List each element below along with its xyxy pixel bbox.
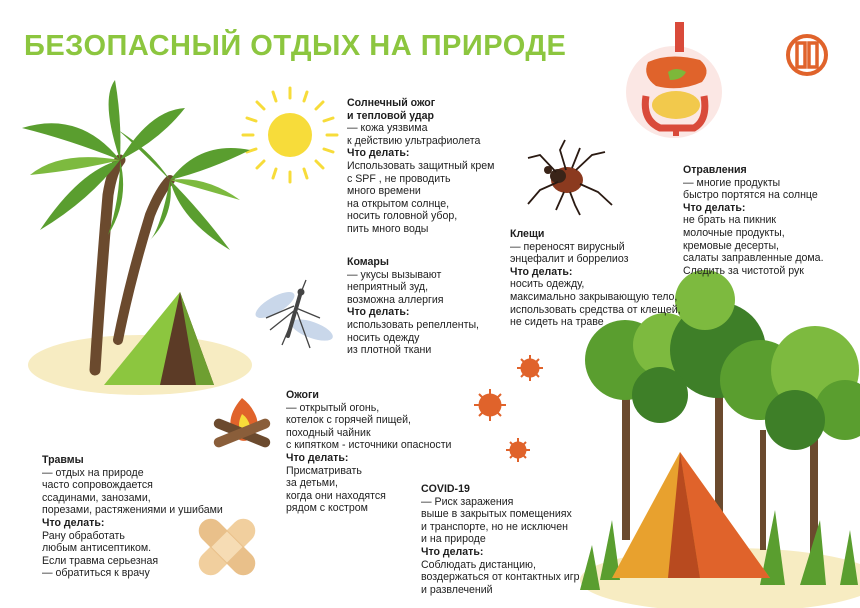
section-heading: Солнечный ожог <box>347 97 436 109</box>
section-mosquitoes <box>347 256 479 357</box>
sun-icon <box>243 88 337 182</box>
section-text: — многие продукты <box>683 176 781 189</box>
action-heading: Что делать: <box>286 451 349 464</box>
virus-icon <box>474 355 543 462</box>
section-text: с кипятком - источники опасности <box>286 439 452 452</box>
section-sunburn <box>347 97 494 236</box>
action-text: с SPF , не проводить <box>347 172 451 185</box>
action-heading: Что делать: <box>421 545 484 558</box>
section-text: порезами, растяжениями и ушибами <box>42 504 223 517</box>
section-heading: COVID-19 <box>421 483 470 495</box>
action-text: салаты заправленные дома. <box>683 252 824 265</box>
action-text: кремовые десерты, <box>683 239 780 252</box>
section-text: и на природе <box>421 533 486 546</box>
action-text: Рану обработать <box>42 529 125 542</box>
action-heading: Что делать: <box>347 147 410 160</box>
section-text: — укусы вызывают <box>347 268 442 281</box>
action-text: пить много воды <box>347 222 429 235</box>
action-text: Если травма серьезная <box>42 554 159 567</box>
logo-icon <box>788 36 826 74</box>
section-heading: Ожоги <box>286 389 319 401</box>
action-text: воздержаться от контактных игр <box>421 571 580 584</box>
section-text: часто сопровождается <box>42 479 153 492</box>
action-heading: Что делать: <box>42 516 105 529</box>
action-text: за детьми, <box>286 477 338 490</box>
action-text: много времени <box>347 185 421 198</box>
section-covid <box>421 483 580 596</box>
section-text: к действию ультрафиолета <box>347 134 481 147</box>
organs-icon <box>626 22 722 138</box>
section-text: возможна аллергия <box>347 293 444 306</box>
section-heading: Отравления <box>683 164 747 176</box>
page-title: БЕЗОПАСНЫЙ ОТДЫХ НА ПРИРОДЕ <box>24 30 567 62</box>
tent-icon <box>612 452 770 578</box>
action-heading: Что делать: <box>510 265 573 278</box>
action-text: носить головной убор, <box>347 210 458 223</box>
section-heading: и тепловой удар <box>347 109 435 122</box>
tick-icon <box>528 140 612 215</box>
action-text: Следить за чистотой рук <box>683 264 804 277</box>
section-ticks <box>510 228 681 329</box>
action-text: Присматривать <box>286 464 362 477</box>
section-text: — кожа уязвима <box>347 122 428 135</box>
section-text: выше в закрытых помещениях <box>421 508 572 521</box>
section-injuries <box>42 454 223 580</box>
section-text: — Риск заражения <box>421 495 514 508</box>
section-text: походный чайник <box>286 426 371 439</box>
section-text: и транспорте, но не исключен <box>421 520 568 533</box>
action-text: носить одежду, <box>510 278 585 291</box>
section-text: — переносят вирусный <box>510 240 625 253</box>
section-text: неприятный зуд, <box>347 281 429 294</box>
section-text: ссадинами, занозами, <box>42 491 151 504</box>
action-text: Использовать защитный крем <box>347 159 495 172</box>
section-text: — отдых на природе <box>42 466 144 479</box>
action-text: не сидеть на траве <box>510 316 604 329</box>
action-text: максимально закрывающую тело, <box>510 290 678 303</box>
action-text: из плотной ткани <box>347 344 432 357</box>
action-text: носить одежду <box>347 331 420 344</box>
action-text: любым антисептиком. <box>42 542 152 555</box>
action-text: рядом с костром <box>286 502 368 515</box>
action-text: молочные продукты, <box>683 226 785 239</box>
section-poisoning <box>683 164 824 277</box>
section-text: энцефалит и боррелиоз <box>510 253 629 266</box>
action-text: использовать репелленты, <box>347 318 479 331</box>
action-text: и развлечений <box>421 583 493 596</box>
action-text: на открытом солнце, <box>347 197 450 210</box>
action-text: Соблюдать дистанцию, <box>421 558 536 571</box>
action-heading: Что делать: <box>347 306 410 319</box>
campfire-icon <box>212 398 271 449</box>
section-heading: Травмы <box>42 454 84 466</box>
action-heading: Что делать: <box>683 201 746 214</box>
section-text: быстро портятся на солнце <box>683 189 818 202</box>
action-text: не брать на пикник <box>683 214 776 227</box>
section-heading: Клещи <box>510 228 545 240</box>
action-text: когда они находятся <box>286 489 386 502</box>
mosquito-icon <box>252 280 335 348</box>
section-text: котелок с горячей пищей, <box>286 414 412 427</box>
action-text: использовать средства от клещей, <box>510 303 681 316</box>
section-text: — открытый огонь, <box>286 401 380 414</box>
section-heading: Комары <box>347 256 389 268</box>
action-text: — обратиться к врачу <box>42 567 150 580</box>
